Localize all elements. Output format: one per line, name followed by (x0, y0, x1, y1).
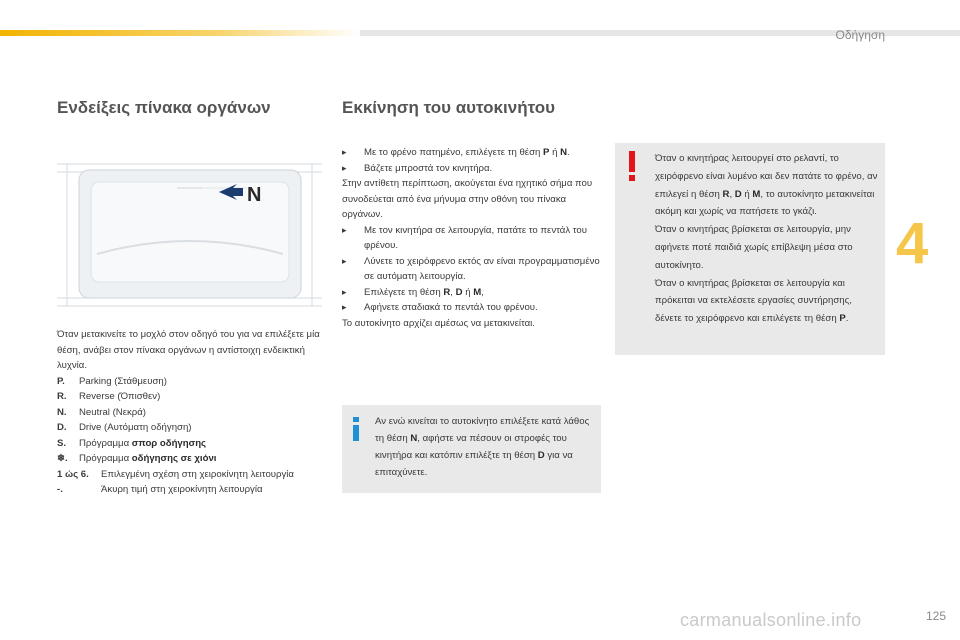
start-procedure (342, 145, 604, 331)
gear-row-snow: ❄. Πρόγραμμα οδήγησης σε χιόνι (57, 451, 327, 467)
step-4: ▸ Λύνετε το χειρόφρενο εκτός αν είναι προγραμματισμένο σε αυτόματη λειτουργία. (342, 254, 604, 285)
warning-exclamation-icon (627, 151, 637, 181)
chapter-number: 4 (896, 211, 929, 276)
page-number: 125 (925, 609, 946, 623)
step-result: Το αυτοκίνητο αρχίζει αμέσως να μετακινείται. (342, 317, 535, 329)
check-bullet-icon: ▸ (342, 286, 347, 297)
step-1: ▸ Με το φρένο πατημένο, επιλέγετε τη θέση P ή N. (342, 145, 604, 161)
left-heading: Ενδείξεις πίνακα οργάνων (57, 98, 271, 117)
check-bullet-icon: ▸ (342, 147, 347, 157)
gear-row-invalid: -. Άκυρη τιμή στη χειροκίνητη λειτουργία (57, 484, 263, 495)
gear-row-n: N. Neutral (Νεκρά) (57, 406, 146, 418)
gear-row-d: D. Drive (Αυτόματη οδήγηση) (57, 422, 192, 433)
instrument-panel-illustration (57, 158, 322, 313)
info-box (342, 405, 601, 493)
chapter-title: Οδήγηση (835, 28, 885, 42)
gear-row-manual: 1 ώς 6. Επιλεγμένη σχέση στη χειροκίνητη λειτουργία (57, 468, 294, 480)
middle-heading: Εκκίνηση του αυτοκινήτου (342, 98, 555, 117)
gear-row-r: R. Reverse (Όπισθεν) (57, 391, 161, 402)
gear-legend (57, 327, 327, 498)
snowflake-icon: ❄. (57, 453, 68, 464)
watermark: carmanualsonline.info (680, 610, 862, 630)
info-icon (350, 417, 362, 441)
gear-row-p: P. Parking (Στάθμευση) (57, 375, 167, 387)
gear-indicator: N (247, 184, 262, 206)
gear-intro: Όταν μετακινείτε το μοχλό στον οδηγό του για να επιλέξετε μία θέση, ανάβει στον πίνακα οργάνων η αντίστοιχη ενδεικτική λυχνία. (57, 329, 320, 371)
check-bullet-icon: ▸ (342, 162, 347, 173)
info-text: Αν ενώ κινείται το αυτοκίνητο επιλέξετε κατά λάθος τη θέση N, αφήστε να πέσουν οι στροφές του κινητήρα και κατόπιν επιλέξτε τη θέση D για να επιταχύνετε. (375, 416, 590, 478)
step-5: ▸ Επιλέγετε τη θέση R, D ή M, (342, 285, 604, 301)
step-note: Στην αντίθετη περίπτωση, ακούγεται ένα ηχητικό σήμα που συνοδεύεται από ένα μήνυμα στην οθόνη του πίνακα οργάνων. (342, 178, 593, 220)
step-6: ▸ Αφήνετε σταδιακά το πεντάλ του φρένου. (342, 300, 604, 316)
warning-box (615, 143, 885, 355)
chapter-accent-bar (0, 30, 360, 36)
warning-text: Όταν ο κινητήρας λειτουργεί στο ρελαντί, το χειρόφρενο είναι λυμένο και δεν πατάτε το φρένο, αν επιλεγεί η θέση R, D ή M, το αυτοκίνητο μετακινείται ακόμη και χωρίς να πατήσετε το γκάζι. Όταν ο κινητήρας βρίσκεται σε λειτουργία, μην αφήνετε ποτέ παιδιά χωρίς επίβλεψη μέσα στο αυτοκίνητο. Όταν ο κινητήρας βρίσκεται σε λειτουργία και πρόκειται να εκτελέσετε εργασίες συντήρησης, δένετε το χειρόφρενο και επιλέγετε τη θέση P. (655, 153, 878, 325)
gear-row-s: S. Πρόγραμμα σπορ οδήγησης (57, 437, 207, 449)
check-bullet-icon: ▸ (342, 255, 347, 266)
step-3: ▸ Με τον κινητήρα σε λειτουργία, πατάτε το πεντάλ του φρένου. (342, 223, 604, 254)
check-bullet-icon: ▸ (342, 224, 347, 235)
step-2: ▸ Βάζετε μπροστά τον κινητήρα. (342, 161, 604, 177)
check-bullet-icon: ▸ (342, 302, 347, 312)
